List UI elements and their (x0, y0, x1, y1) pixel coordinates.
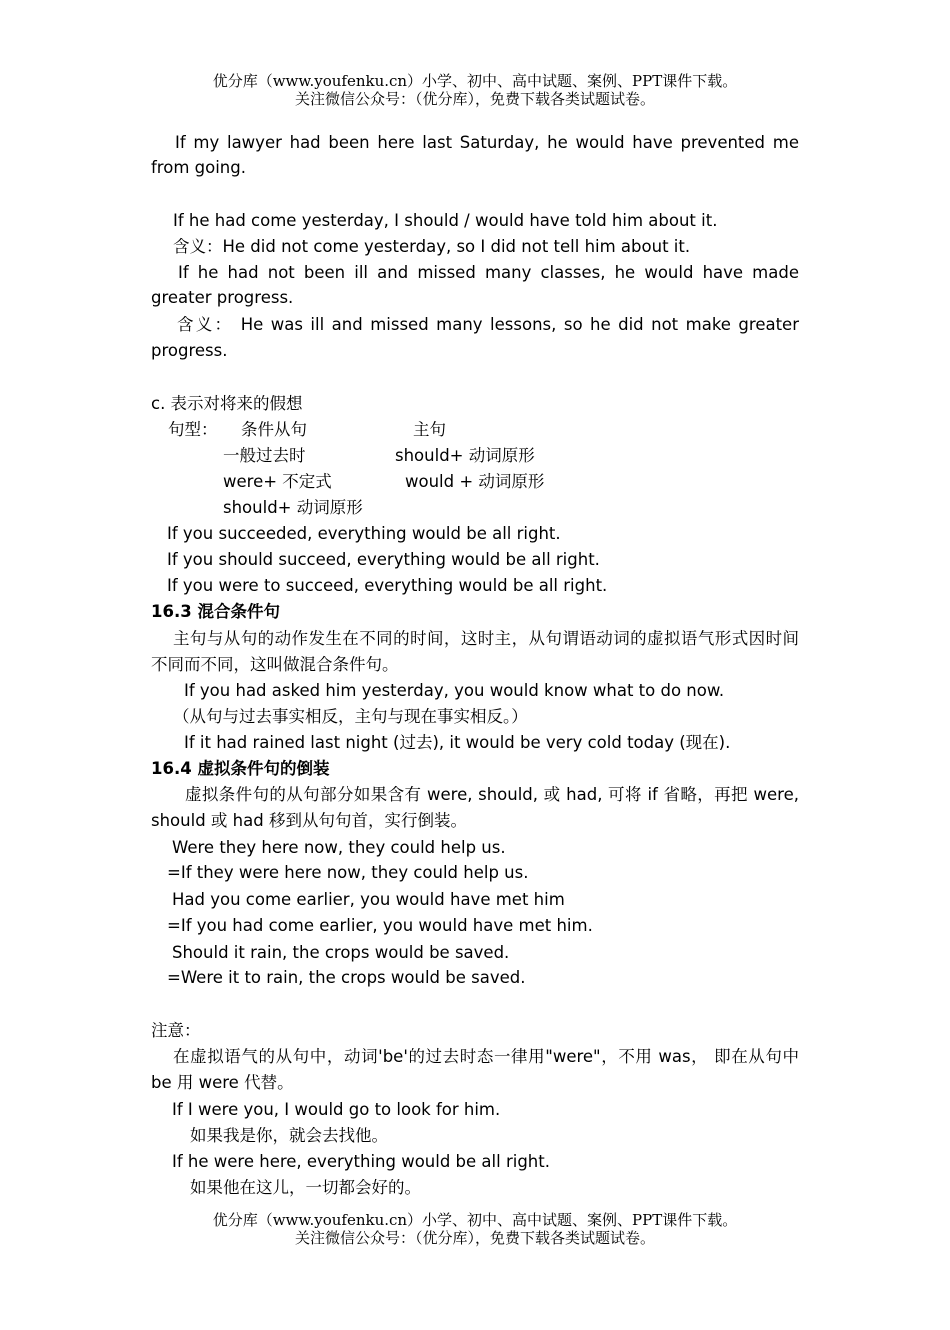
example-sentence: =If you had come earlier, you would have met him. (167, 916, 593, 935)
section-heading-16-4: 16.4 虚拟条件句的倒装 (151, 759, 330, 778)
paragraph-line: 含义：He did not come yesterday, so I did not tell him about it. (173, 237, 691, 256)
header-line-2: 关注微信公众号：（优分库），免费下载各类试题试卷。 (294, 90, 655, 108)
footer-line-1: 优分库（www.youfenku.cn）小学、初中、高中试题、案例、PPT课件下载。 (212, 1211, 738, 1229)
example-sentence: If you succeeded, everything would be all right. (167, 524, 561, 543)
example-sentence: If it had rained last night (过去), it would be very cold today (现在). (184, 733, 731, 752)
paragraph-line: If he had come yesterday, I should / would have told him about it. (173, 211, 718, 230)
paragraph-line: 虚拟条件句的从句部分如果含有 were, should, 或 had, 可将 if 省略，再把 were, (185, 785, 799, 804)
example-sentence: If he were here, everything would be all right. (172, 1152, 550, 1171)
example-sentence: If you should succeed, everything would be all right. (167, 550, 600, 569)
condition-form-1: 一般过去时 (223, 446, 306, 465)
header-line-1: 优分库（www.youfenku.cn）小学、初中、高中试题、案例、PPT课件下载。 (212, 72, 738, 90)
paragraph-line: progress. (151, 341, 228, 360)
paragraph-line: 不同而不同，这叫做混合条件句。 (151, 655, 399, 674)
condition-form-3: should+ 动词原形 (223, 498, 363, 517)
column-main-header: 主句 (413, 420, 446, 439)
paragraph-line: 主句与从句的动作发生在不同的时间，这时主，从句谓语动词的虚拟语气形式因时间 (173, 629, 799, 648)
example-sentence: Were they here now, they could help us. (172, 838, 506, 857)
paragraph-line: from going. (151, 158, 246, 177)
main-form-1: should+ 动词原形 (395, 446, 535, 465)
paragraph-line: If he had not been ill and missed many classes, he would have made (178, 263, 799, 282)
paragraph-line: 含义： He was ill and missed many lessons, so he did not make greater (177, 315, 799, 334)
note-label: 注意： (151, 1021, 201, 1040)
paragraph-line: 在虚拟语气的从句中，动词'be'的过去时态一律用"were"，不用 was， 即在从句中 (173, 1047, 799, 1066)
paragraph-line: should 或 had 移到从句句首，实行倒装。 (151, 811, 467, 830)
footer-line-2: 关注微信公众号：（优分库），免费下载各类试题试卷。 (294, 1229, 655, 1247)
pattern-label: 句型： (168, 420, 218, 439)
condition-form-2: were+ 不定式 (223, 472, 332, 491)
example-translation: 如果他在这儿，一切都会好的。 (190, 1178, 421, 1197)
paragraph-line: be 用 were 代替。 (151, 1073, 294, 1092)
column-condition-header: 条件从句 (241, 420, 307, 439)
main-form-2: would + 动词原形 (405, 472, 545, 491)
example-translation: 如果我是你，就会去找他。 (190, 1126, 388, 1145)
example-sentence: =If they were here now, they could help us. (167, 863, 529, 882)
paragraph-line: If my lawyer had been here last Saturday, he would have prevented me (175, 133, 799, 152)
example-sentence: If you were to succeed, everything would be all right. (167, 576, 608, 595)
example-sentence: Had you come earlier, you would have met him (172, 890, 565, 909)
section-heading-16-3: 16.3 混合条件句 (151, 602, 280, 621)
example-sentence: If I were you, I would go to look for him. (172, 1100, 501, 1119)
example-note: （从句与过去事实相反，主句与现在事实相反。） (173, 707, 528, 726)
section-c-heading: c. 表示对将来的假想 (151, 394, 303, 413)
paragraph-line: greater progress. (151, 288, 294, 307)
example-sentence: =Were it to rain, the crops would be saved. (167, 968, 526, 987)
example-sentence: Should it rain, the crops would be saved. (172, 943, 510, 962)
example-sentence: If you had asked him yesterday, you would know what to do now. (184, 681, 725, 700)
